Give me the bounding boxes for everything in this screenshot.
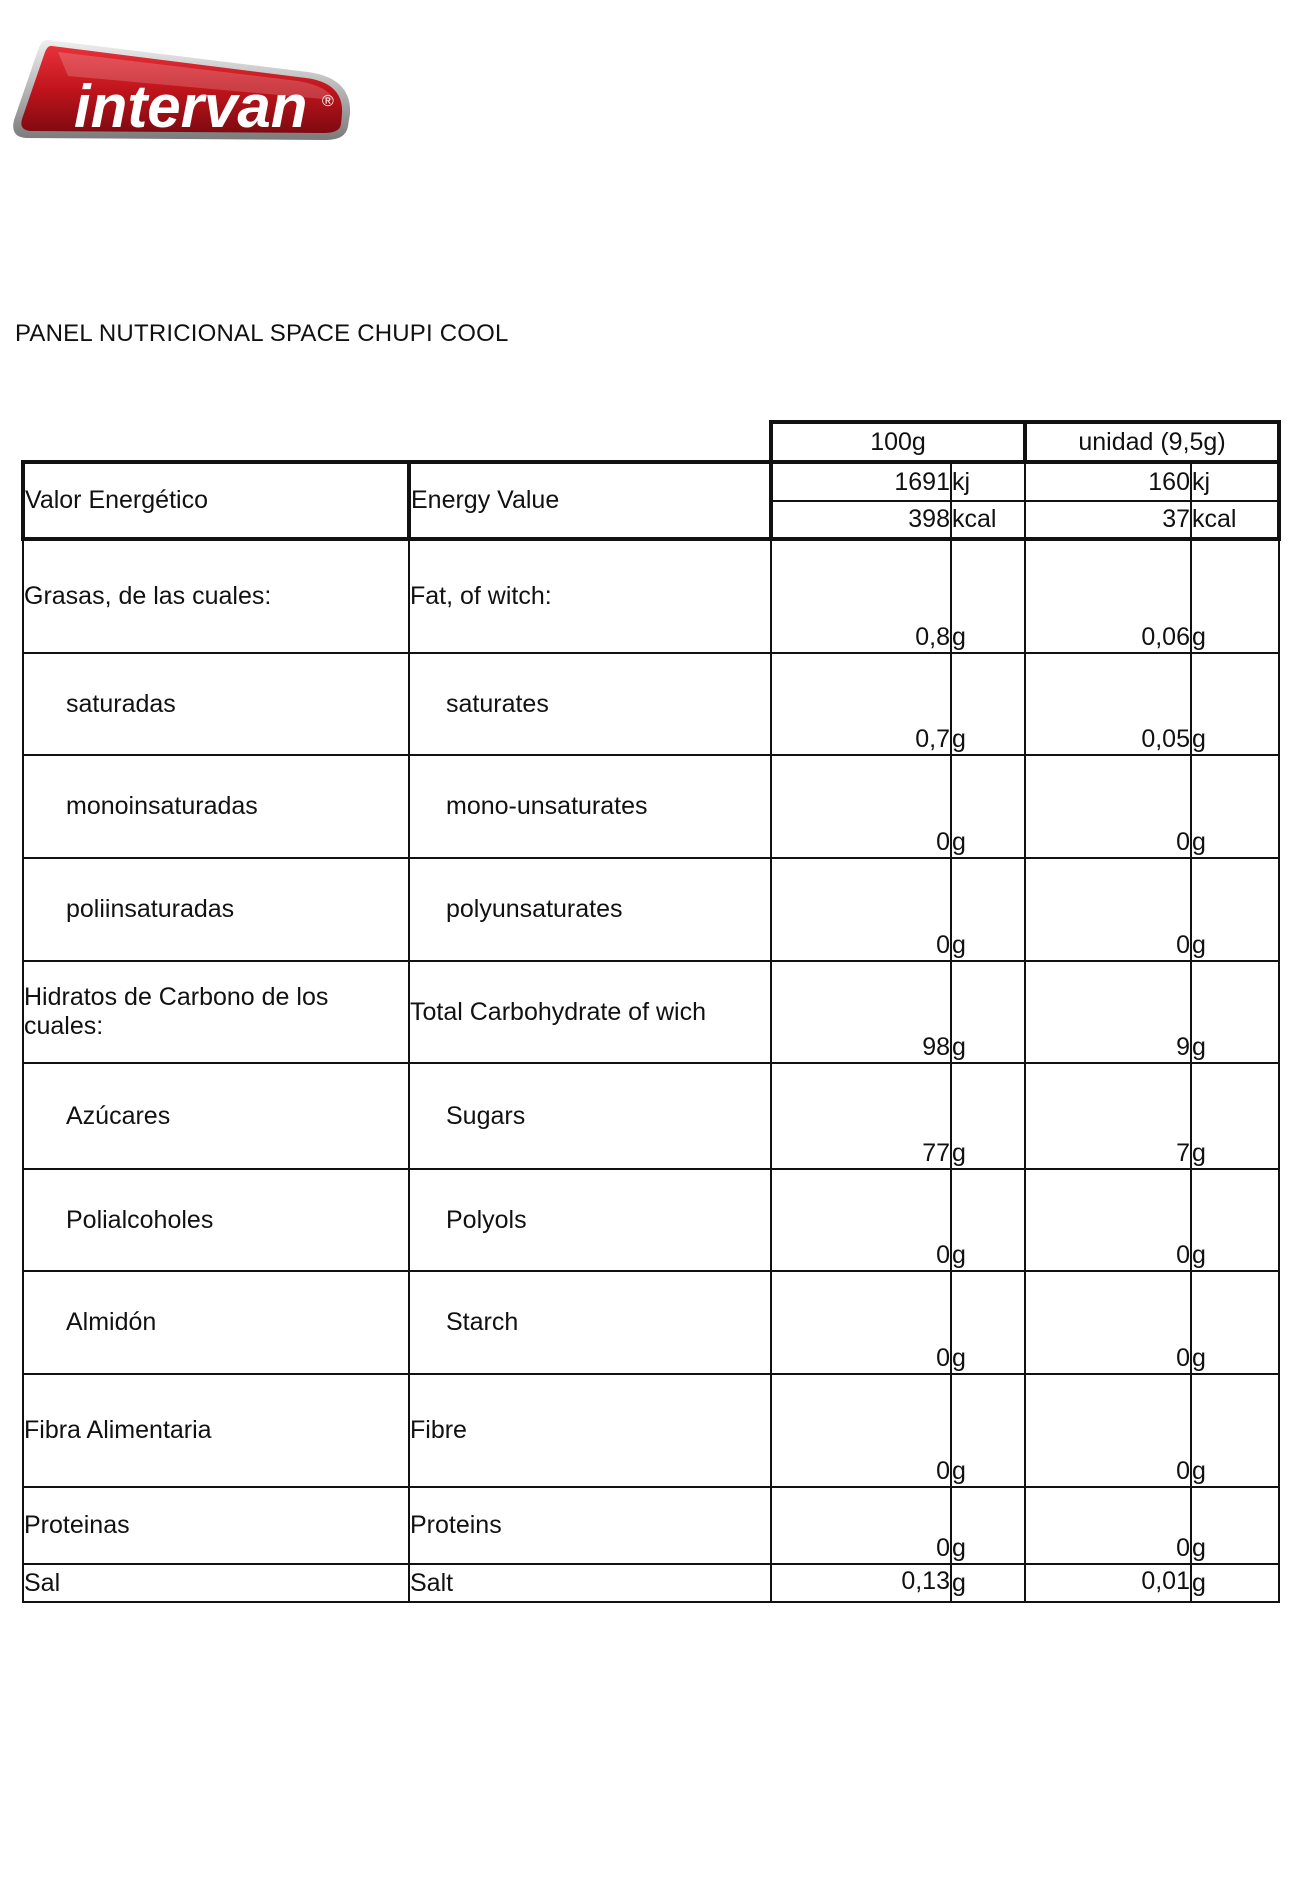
nutrient-label-en: Polyols: [409, 1169, 771, 1271]
unit-unit: g: [1191, 1063, 1279, 1169]
value-unit: 0: [1025, 858, 1191, 961]
value-unit: 0,01: [1025, 1564, 1191, 1602]
energy-kcal-unit-label: kcal: [1191, 501, 1279, 539]
energy-kj-100g: 1691: [771, 462, 951, 501]
svg-text:intervan: intervan: [74, 73, 308, 140]
unit-100g: g: [951, 1374, 1025, 1487]
value-100g: 0,8: [771, 539, 951, 653]
unit-100g: g: [951, 1564, 1025, 1602]
unit-unit: g: [1191, 755, 1279, 858]
value-unit: 0: [1025, 755, 1191, 858]
energy-kcal-unit-100g: kcal: [951, 501, 1025, 539]
nutrient-label-es: Grasas, de las cuales:: [23, 539, 409, 653]
energy-row-kj: [23, 462, 1279, 501]
nutrient-label-en: saturates: [409, 653, 771, 755]
unit-unit: g: [1191, 961, 1279, 1063]
energy-kj-unit-100g: kj: [951, 462, 1025, 501]
nutrient-label-es: monoinsaturadas: [23, 755, 409, 858]
nutrient-label-en: Sugars: [409, 1063, 771, 1169]
energy-kcal-serving: 37: [1025, 501, 1191, 539]
value-unit: 0,06: [1025, 539, 1191, 653]
page-title: PANEL NUTRICIONAL SPACE CHUPI COOL: [15, 320, 509, 347]
value-100g: 0: [771, 755, 951, 858]
nutrient-label-es: poliinsaturadas: [23, 858, 409, 961]
value-100g: 0: [771, 1169, 951, 1271]
nutrient-label-en: polyunsaturates: [409, 858, 771, 961]
energy-kcal-100g: 398: [771, 501, 951, 539]
value-unit: 7: [1025, 1063, 1191, 1169]
value-unit: 0: [1025, 1169, 1191, 1271]
nutrient-label-es: Polialcoholes: [23, 1169, 409, 1271]
nutrient-label-en: Total Carbohydrate of wich: [409, 961, 771, 1063]
energy-label-es: Valor Energético: [23, 462, 409, 539]
nutrient-label-es: Almidón: [23, 1271, 409, 1374]
unit-100g: g: [951, 1487, 1025, 1564]
nutrient-row-carbohydrate: [23, 961, 1279, 1063]
unit-unit: g: [1191, 858, 1279, 961]
header-row: [23, 422, 1279, 462]
unit-unit: g: [1191, 1564, 1279, 1602]
nutrient-label-en: Salt: [409, 1564, 771, 1602]
nutrient-label-es: Hidratos de Carbono de los cuales:: [23, 961, 409, 1063]
intervan-logo: [8, 36, 352, 142]
nutrient-row-polyols: [23, 1169, 1279, 1271]
value-100g: 0: [771, 1374, 951, 1487]
nutrient-label-en: Proteins: [409, 1487, 771, 1564]
nutrient-row-sugars: [23, 1063, 1279, 1169]
nutrient-label-es: Sal: [23, 1564, 409, 1602]
nutrient-label-en: Fat, of witch:: [409, 539, 771, 653]
value-unit: 9: [1025, 961, 1191, 1063]
unit-unit: g: [1191, 539, 1279, 653]
unit-100g: g: [951, 858, 1025, 961]
nutrient-row-fibre: [23, 1374, 1279, 1487]
energy-label-en: Energy Value: [409, 462, 771, 539]
unit-100g: g: [951, 755, 1025, 858]
value-unit: 0: [1025, 1271, 1191, 1374]
nutrient-row-starch: [23, 1271, 1279, 1374]
nutrient-row-saturates: [23, 653, 1279, 755]
unit-100g: g: [951, 1169, 1025, 1271]
unit-unit: g: [1191, 1487, 1279, 1564]
value-unit: 0,05: [1025, 653, 1191, 755]
nutrient-label-en: Fibre: [409, 1374, 771, 1487]
unit-unit: g: [1191, 1169, 1279, 1271]
value-100g: 77: [771, 1063, 951, 1169]
unit-100g: g: [951, 539, 1025, 653]
unit-unit: g: [1191, 653, 1279, 755]
nutrient-row-polyunsaturates: [23, 858, 1279, 961]
unit-unit: g: [1191, 1374, 1279, 1487]
value-100g: 98: [771, 961, 951, 1063]
unit-100g: g: [951, 1271, 1025, 1374]
nutrient-label-es: Proteinas: [23, 1487, 409, 1564]
nutrient-row-salt: [23, 1564, 1279, 1602]
nutrient-label-es: Fibra Alimentaria: [23, 1374, 409, 1487]
unit-100g: g: [951, 653, 1025, 755]
nutrient-row-proteins: [23, 1487, 1279, 1564]
column-header-unit: unidad (9,5g): [1025, 422, 1279, 462]
nutrient-label-en: mono-unsaturates: [409, 755, 771, 858]
energy-kj-unit-label: kj: [1191, 462, 1279, 501]
value-unit: 0: [1025, 1487, 1191, 1564]
nutrient-row-mono-unsaturates: [23, 755, 1279, 858]
nutrition-table: [21, 420, 1281, 1603]
column-header-100g: 100g: [771, 422, 1025, 462]
unit-100g: g: [951, 1063, 1025, 1169]
value-100g: 0: [771, 858, 951, 961]
nutrient-label-en: Starch: [409, 1271, 771, 1374]
value-unit: 0: [1025, 1374, 1191, 1487]
unit-unit: g: [1191, 1271, 1279, 1374]
value-100g: 0,7: [771, 653, 951, 755]
svg-text:®: ®: [322, 93, 334, 110]
value-100g: 0,13: [771, 1564, 951, 1602]
energy-kj-unit-serving: 160: [1025, 462, 1191, 501]
nutrient-row-fat: [23, 539, 1279, 653]
nutrient-label-es: saturadas: [23, 653, 409, 755]
nutrient-label-es: Azúcares: [23, 1063, 409, 1169]
unit-100g: g: [951, 961, 1025, 1063]
value-100g: 0: [771, 1487, 951, 1564]
value-100g: 0: [771, 1271, 951, 1374]
